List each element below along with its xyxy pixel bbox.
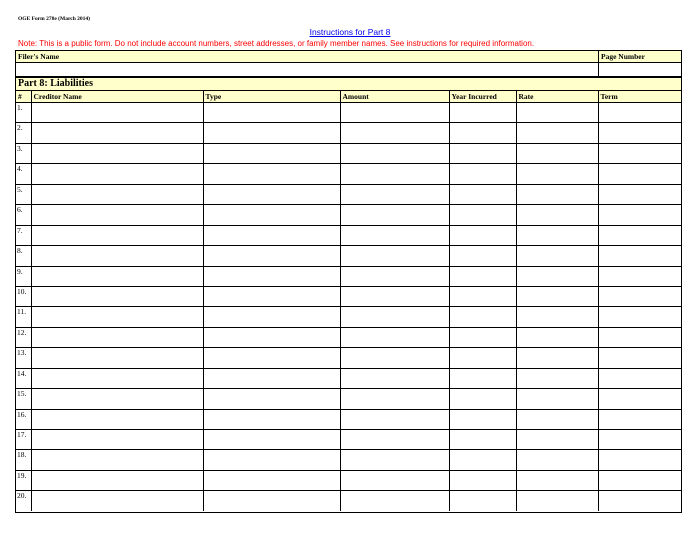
year-incurred-cell[interactable] <box>449 470 516 490</box>
amount-cell[interactable] <box>340 164 449 184</box>
type-cell[interactable] <box>203 103 340 123</box>
amount-cell[interactable] <box>340 205 449 225</box>
type-cell[interactable] <box>203 143 340 163</box>
creditor-name-cell[interactable] <box>31 450 203 470</box>
rate-cell[interactable] <box>516 143 598 163</box>
creditor-name-cell[interactable] <box>31 123 203 143</box>
table-row <box>16 450 681 470</box>
table-row <box>16 266 681 286</box>
amount-cell[interactable] <box>340 225 449 245</box>
year-incurred-cell[interactable] <box>449 491 516 511</box>
type-cell[interactable] <box>203 430 340 450</box>
rate-cell[interactable] <box>516 470 598 490</box>
creditor-name-cell[interactable] <box>31 470 203 490</box>
table-row <box>16 470 681 490</box>
table-row <box>16 307 681 327</box>
amount-cell[interactable] <box>340 184 449 204</box>
type-cell[interactable] <box>203 327 340 347</box>
rate-cell[interactable] <box>516 430 598 450</box>
rate-cell[interactable] <box>516 164 598 184</box>
public-form-note: Note: This is a public form. Do not include account numbers, street addresses, or family member names. See instructions for required information. <box>18 38 535 48</box>
rate-cell[interactable] <box>516 225 598 245</box>
creditor-name-cell[interactable] <box>31 143 203 163</box>
type-cell[interactable] <box>203 123 340 143</box>
col-type-header: Type <box>203 91 340 103</box>
amount-cell[interactable] <box>340 348 449 368</box>
table-row <box>16 409 681 429</box>
year-incurred-cell[interactable] <box>449 123 516 143</box>
row-number: 15. <box>16 389 31 409</box>
col-rate-header: Rate <box>516 91 598 103</box>
filer-name-field[interactable] <box>16 51 599 76</box>
term-cell[interactable] <box>598 450 681 470</box>
table-row <box>16 389 681 409</box>
term-cell[interactable] <box>598 123 681 143</box>
table-row <box>16 491 681 511</box>
rate-cell[interactable] <box>516 389 598 409</box>
year-incurred-cell[interactable] <box>449 266 516 286</box>
col-creditor-name-header: Creditor Name <box>31 91 203 103</box>
creditor-name-cell[interactable] <box>31 327 203 347</box>
amount-cell[interactable] <box>340 266 449 286</box>
term-cell[interactable] <box>598 143 681 163</box>
amount-cell[interactable] <box>340 409 449 429</box>
row-number: 5. <box>16 184 31 204</box>
row-number: 9. <box>16 266 31 286</box>
rate-cell[interactable] <box>516 103 598 123</box>
table-row <box>16 327 681 347</box>
rate-cell[interactable] <box>516 286 598 306</box>
row-number: 11. <box>16 307 31 327</box>
amount-cell[interactable] <box>340 307 449 327</box>
term-cell[interactable] <box>598 491 681 511</box>
rate-cell[interactable] <box>516 266 598 286</box>
row-number: 16. <box>16 409 31 429</box>
rate-cell[interactable] <box>516 450 598 470</box>
table-row <box>16 430 681 450</box>
year-incurred-cell[interactable] <box>449 205 516 225</box>
type-cell[interactable] <box>203 470 340 490</box>
table-row <box>16 143 681 163</box>
type-cell[interactable] <box>203 389 340 409</box>
year-incurred-cell[interactable] <box>449 389 516 409</box>
type-cell[interactable] <box>203 307 340 327</box>
row-number: 12. <box>16 327 31 347</box>
amount-cell[interactable] <box>340 327 449 347</box>
row-number: 14. <box>16 368 31 388</box>
amount-cell[interactable] <box>340 450 449 470</box>
term-cell[interactable] <box>598 430 681 450</box>
creditor-name-cell[interactable] <box>31 348 203 368</box>
year-incurred-cell[interactable] <box>449 430 516 450</box>
row-number: 20. <box>16 491 31 511</box>
type-cell[interactable] <box>203 205 340 225</box>
creditor-name-cell[interactable] <box>31 246 203 266</box>
filer-name-label: Filer's Name <box>16 51 598 63</box>
amount-cell[interactable] <box>340 286 449 306</box>
term-cell[interactable] <box>598 368 681 388</box>
creditor-name-cell[interactable] <box>31 266 203 286</box>
page-number-label: Page Number <box>599 51 681 63</box>
table-row <box>16 225 681 245</box>
row-number: 1. <box>17 103 23 112</box>
table-row <box>16 368 681 388</box>
term-cell[interactable] <box>598 184 681 204</box>
term-cell[interactable] <box>598 409 681 429</box>
term-cell[interactable] <box>598 327 681 347</box>
type-cell[interactable] <box>203 164 340 184</box>
year-incurred-cell[interactable] <box>449 246 516 266</box>
creditor-name-cell[interactable] <box>31 286 203 306</box>
term-cell[interactable] <box>598 164 681 184</box>
liabilities-section <box>15 77 682 513</box>
row-number: 10. <box>16 286 31 306</box>
year-incurred-cell[interactable] <box>449 103 516 123</box>
year-incurred-cell[interactable] <box>449 143 516 163</box>
row-number: 17. <box>16 430 31 450</box>
type-cell[interactable] <box>203 225 340 245</box>
creditor-name-cell[interactable] <box>31 430 203 450</box>
rate-cell[interactable] <box>516 246 598 266</box>
row-number: 19. <box>16 470 31 490</box>
row-number: 6. <box>16 205 31 225</box>
type-cell[interactable] <box>203 491 340 511</box>
amount-cell[interactable] <box>340 123 449 143</box>
type-cell[interactable] <box>203 348 340 368</box>
rate-cell[interactable] <box>516 491 598 511</box>
row-number: 3. <box>16 143 31 163</box>
amount-cell[interactable] <box>340 430 449 450</box>
rate-cell[interactable] <box>516 205 598 225</box>
table-row <box>16 103 681 123</box>
creditor-name-cell[interactable] <box>31 184 203 204</box>
year-incurred-cell[interactable] <box>449 225 516 245</box>
section-title: Part 8: Liabilities <box>16 78 681 91</box>
amount-cell[interactable] <box>340 368 449 388</box>
creditor-name-cell[interactable] <box>31 389 203 409</box>
type-cell[interactable] <box>203 409 340 429</box>
type-cell[interactable] <box>203 184 340 204</box>
amount-cell[interactable] <box>340 103 449 123</box>
creditor-name-cell[interactable] <box>31 103 203 123</box>
amount-cell[interactable] <box>340 470 449 490</box>
term-cell[interactable] <box>598 103 681 123</box>
year-incurred-cell[interactable] <box>449 307 516 327</box>
rate-cell[interactable] <box>516 184 598 204</box>
col-number-header: # <box>16 91 31 103</box>
creditor-name-cell[interactable] <box>31 491 203 511</box>
term-cell[interactable] <box>598 348 681 368</box>
year-incurred-cell[interactable] <box>449 409 516 429</box>
creditor-name-cell[interactable] <box>31 205 203 225</box>
creditor-name-cell[interactable] <box>31 225 203 245</box>
type-cell[interactable] <box>203 266 340 286</box>
instructions-link[interactable]: Instructions for Part 8 <box>309 27 391 37</box>
year-incurred-cell[interactable] <box>449 368 516 388</box>
table-row <box>16 164 681 184</box>
type-cell[interactable] <box>203 286 340 306</box>
term-cell[interactable] <box>598 470 681 490</box>
rate-cell[interactable] <box>516 368 598 388</box>
term-cell[interactable] <box>598 389 681 409</box>
type-cell[interactable] <box>203 450 340 470</box>
row-number: 4. <box>16 164 31 184</box>
term-cell[interactable] <box>598 246 681 266</box>
col-term-header: Term <box>598 91 681 103</box>
row-number: 2. <box>16 123 31 143</box>
year-incurred-cell[interactable] <box>449 184 516 204</box>
col-amount-header: Amount <box>340 91 449 103</box>
term-cell[interactable] <box>598 286 681 306</box>
term-cell[interactable] <box>598 307 681 327</box>
rate-cell[interactable] <box>516 327 598 347</box>
table-header-row <box>16 91 681 103</box>
table-row <box>16 123 681 143</box>
table-row <box>16 286 681 306</box>
amount-cell[interactable] <box>340 389 449 409</box>
rate-cell[interactable] <box>516 123 598 143</box>
year-incurred-cell[interactable] <box>449 286 516 306</box>
type-cell[interactable] <box>203 246 340 266</box>
creditor-name-cell[interactable] <box>31 368 203 388</box>
term-cell[interactable] <box>598 205 681 225</box>
year-incurred-cell[interactable] <box>449 450 516 470</box>
filer-header <box>15 50 682 77</box>
year-incurred-cell[interactable] <box>449 327 516 347</box>
rate-cell[interactable] <box>516 348 598 368</box>
liabilities-table <box>16 91 681 511</box>
term-cell[interactable] <box>598 266 681 286</box>
form-id: OGE Form 278e (March 2014) <box>18 16 90 22</box>
term-cell[interactable] <box>598 225 681 245</box>
row-number: 8. <box>16 246 31 266</box>
amount-cell[interactable] <box>340 143 449 163</box>
table-row <box>16 184 681 204</box>
rate-cell[interactable] <box>516 307 598 327</box>
year-incurred-cell[interactable] <box>449 164 516 184</box>
page-number-field[interactable] <box>599 51 681 76</box>
table-row <box>16 246 681 266</box>
table-row <box>16 205 681 225</box>
creditor-name-cell[interactable] <box>31 409 203 429</box>
creditor-name-cell[interactable] <box>31 307 203 327</box>
rate-cell[interactable] <box>516 409 598 429</box>
type-cell[interactable] <box>203 368 340 388</box>
row-number: 7. <box>16 225 31 245</box>
creditor-name-cell[interactable] <box>31 164 203 184</box>
row-number: 13. <box>16 348 31 368</box>
amount-cell[interactable] <box>340 491 449 511</box>
col-year-incurred-header: Year Incurred <box>449 91 516 103</box>
table-row <box>16 348 681 368</box>
row-number: 18. <box>16 450 31 470</box>
year-incurred-cell[interactable] <box>449 348 516 368</box>
amount-cell[interactable] <box>340 246 449 266</box>
